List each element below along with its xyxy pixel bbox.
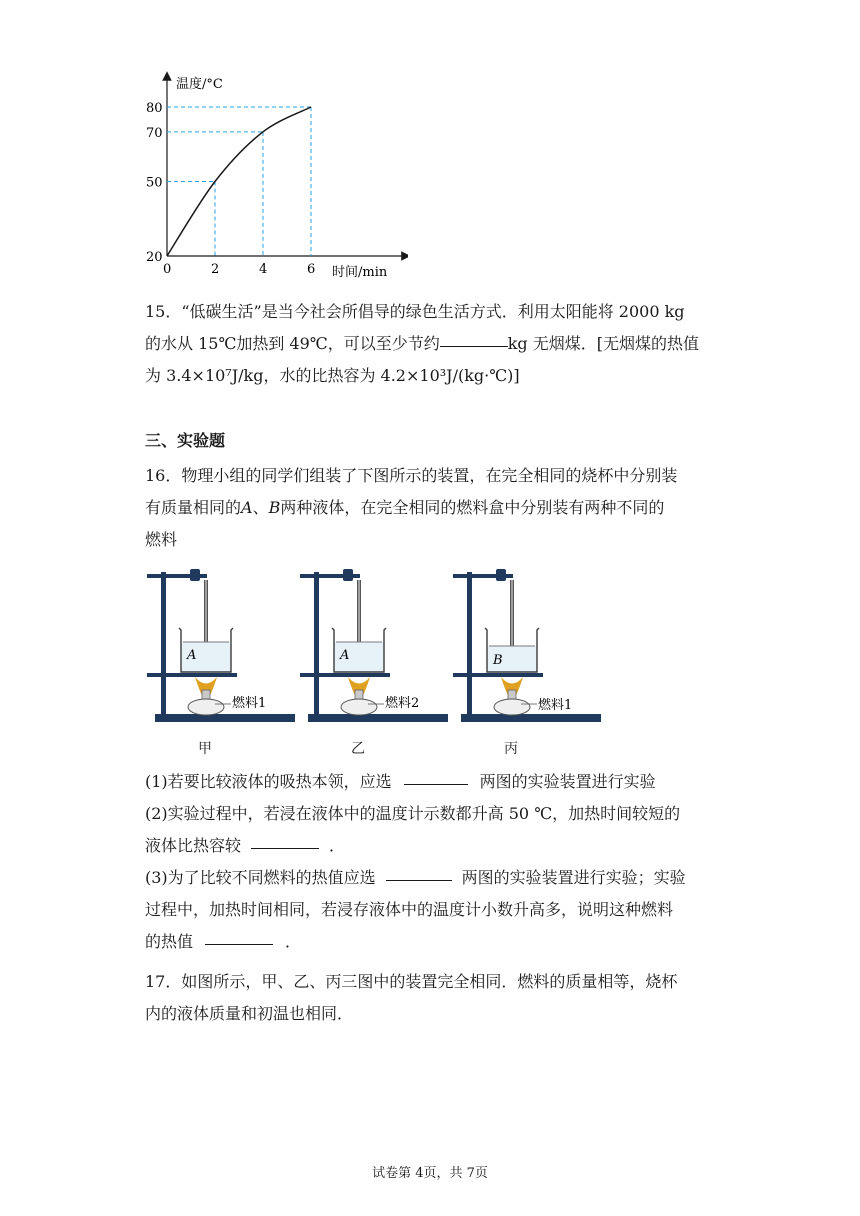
y-axis-label: 温度/°C <box>176 77 223 92</box>
q16-part2-line2b: ． <box>329 836 346 855</box>
q16-part3-line3a: 的热值 <box>145 932 194 951</box>
caption-yi: 乙 <box>351 741 365 757</box>
q16-part3-blank2[interactable] <box>205 943 273 945</box>
ring-arm <box>300 673 390 677</box>
q17-line1: 17．如图所示，甲、乙、丙三图中的装置完全相同．燃料的质量相等，烧杯 <box>145 972 678 991</box>
q16-part1b: 两图的实验装置进行实验 <box>479 772 656 791</box>
q16-part2-line1: (2)实验过程中，若浸在液体中的温度计示数都升高 50 ℃，加热时间较短的 <box>145 804 681 823</box>
question-15 <box>145 296 717 392</box>
y-tick-label: 20 <box>146 250 163 265</box>
q15-answer-blank[interactable] <box>440 345 508 347</box>
guide-lines <box>167 107 311 256</box>
clamp-knob <box>343 569 353 581</box>
burner-body <box>494 699 530 715</box>
x-tick-label: 4 <box>259 262 268 277</box>
q16-part3-line1b: 两图的实验装置进行实验；实验 <box>461 868 686 887</box>
stand-base <box>155 714 295 722</box>
fuel-label-jia: 燃料1 <box>232 696 267 711</box>
q16-part2-line2a: 液体比热容较 <box>145 836 242 855</box>
q16-part2-blank[interactable] <box>251 847 319 849</box>
y-tick-label: 80 <box>146 101 163 116</box>
question-16-parts <box>145 766 717 958</box>
q16-sep: 、 <box>252 498 269 517</box>
x-tick-label: 2 <box>211 262 220 277</box>
clamp-knob <box>190 569 200 581</box>
page-footer: 试卷第 4页，共 7页 <box>372 1166 488 1181</box>
caption-jia: 甲 <box>198 741 212 757</box>
question-16-stem <box>145 460 717 556</box>
fuel-label-bing: 燃料1 <box>538 698 573 713</box>
apparatus-yi <box>300 569 448 722</box>
clamp-knob <box>496 569 506 581</box>
question-17 <box>145 966 717 1030</box>
q16-line2b: 两种液体，在完全相同的燃料盒中分别装有两种不同的 <box>280 498 665 517</box>
q17-line2: 内的液体质量和初温也相同． <box>145 1004 354 1023</box>
q15-line1: 15．“低碳生活”是当今社会所倡导的绿色生活方式．利用太阳能将 2000 kg <box>145 302 685 321</box>
temperature-time-graph <box>138 66 408 284</box>
stand-rod <box>314 572 319 716</box>
q16-part3-line2: 过程中，加热时间相同，若浸存液体中的温度计小数升高多，说明这种燃料 <box>145 900 674 919</box>
liquid-b-symbol: B <box>268 498 281 517</box>
stand-rod <box>161 572 166 716</box>
axis-ticks <box>146 101 315 277</box>
q16-part3-line1a: (3)为了比较不同燃料的热值应选 <box>145 868 376 887</box>
section-title-experiment: 三、实验题 <box>145 431 226 450</box>
caption-bing: 丙 <box>504 741 518 757</box>
q16-part3-line3b: ． <box>285 932 302 951</box>
x-axis-label: 时间/min <box>332 265 388 280</box>
liquid-label-bing: B <box>493 653 503 668</box>
x-tick-label: 6 <box>307 262 316 277</box>
q16-line3: 燃料 <box>145 530 178 549</box>
apparatus-bing <box>453 569 601 722</box>
q16-part1-blank[interactable] <box>404 783 468 785</box>
q15-line2a: 的水从 15℃加热到 49℃，可以至少节约 <box>145 334 440 353</box>
x-tick-label: 0 <box>163 262 172 277</box>
y-tick-label: 50 <box>146 175 163 191</box>
ring-arm <box>147 673 237 677</box>
liquid-a-symbol: A <box>241 498 253 517</box>
stand-base <box>308 714 448 722</box>
y-tick-label: 70 <box>146 125 163 141</box>
q16-line1: 16．物理小组的同学们组装了下图所示的装置，在完全相同的烧杯中分别装 <box>145 466 678 485</box>
ring-arm <box>453 673 543 677</box>
q15-line2b: kg 无烟煤．[无烟煤的热值 <box>507 334 699 353</box>
apparatus-jia <box>147 569 295 722</box>
q16-part1a: (1)若要比较液体的吸热本领，应选 <box>145 772 392 791</box>
stand-rod <box>467 572 472 716</box>
q16-line2a: 有质量相同的 <box>145 498 242 517</box>
fuel-label-yi: 燃料2 <box>385 696 420 711</box>
liquid-label-yi: A <box>340 648 350 663</box>
apparatus-figure <box>145 566 605 730</box>
q16-part3-blank1[interactable] <box>386 879 452 881</box>
stand-base <box>461 714 601 722</box>
burner-body <box>188 699 224 715</box>
q15-line3: 为 3.4×10⁷J/kg，水的比热容为 4.2×10³J/(kg·℃)] <box>145 366 520 385</box>
liquid-label-jia: A <box>187 648 197 663</box>
burner-body <box>341 699 377 715</box>
